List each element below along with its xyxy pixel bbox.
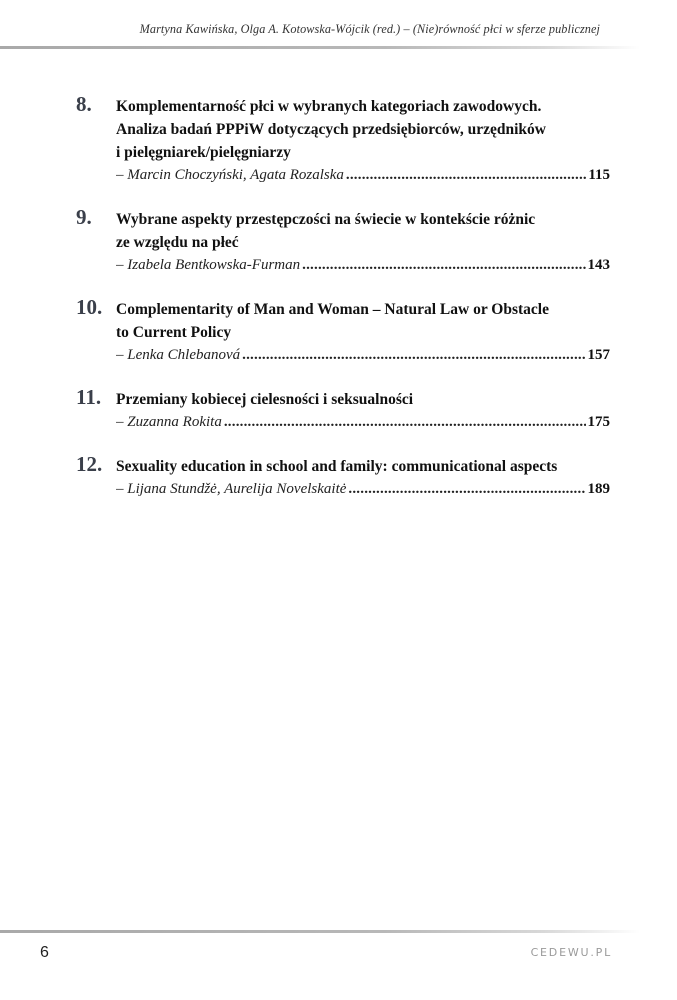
publisher-brand: CEDEWU.PL <box>530 946 612 959</box>
toc-entry-9[interactable] <box>0 205 677 277</box>
entry-body <box>116 95 610 187</box>
chapter-title-line: i pielęgniarek/pielęgniarzy <box>116 144 291 161</box>
footer-page-number: 6 <box>40 944 49 961</box>
entry-body <box>116 208 610 277</box>
entry-body <box>116 388 610 434</box>
chapter-title-line: Wybrane aspekty przestępczości na świecie w kontekście różnic <box>116 211 536 228</box>
chapter-number: 9. <box>76 205 92 229</box>
dot-leader <box>302 254 585 277</box>
chapter-title-line: Complementarity of Man and Woman – Natural Law or Obstacle <box>116 301 549 318</box>
chapter-title-line: Przemiany kobiecej cielesności i seksualności <box>116 391 414 408</box>
page-number: 189 <box>587 481 610 497</box>
page-number: 175 <box>587 414 610 430</box>
running-header: Martyna Kawińska, Olga A. Kotowska-Wójcik (red.) – (Nie)równość płci w sferze publicznej <box>139 22 600 36</box>
dot-leader <box>346 164 586 187</box>
chapter-author: – Lijana Stundžė, Aurelija Novelskaitė <box>116 481 347 497</box>
chapter-title-line: Analiza badań PPPiW dotyczących przedsiębiorców, urzędników <box>116 121 546 138</box>
toc-entry-8[interactable] <box>0 92 677 187</box>
author-line <box>116 344 610 367</box>
page-number: 115 <box>588 167 610 183</box>
dot-leader <box>224 411 586 434</box>
entry-body <box>116 455 610 501</box>
header-rule <box>0 46 640 49</box>
chapter-author: – Lenka Chlebanová <box>116 347 241 363</box>
chapter-number: 8. <box>76 92 92 116</box>
entry-body <box>116 298 610 367</box>
chapter-author: – Izabela Bentkowska-Furman <box>116 257 301 273</box>
chapter-author: – Marcin Choczyński, Agata Rozalska <box>116 167 344 183</box>
author-line <box>116 254 610 277</box>
toc-entry-10[interactable] <box>0 295 677 367</box>
dot-leader <box>242 344 585 367</box>
toc-entry-11[interactable] <box>0 385 677 434</box>
author-line <box>116 478 610 501</box>
toc-entry-12[interactable] <box>0 452 677 501</box>
author-line <box>116 411 610 434</box>
chapter-number: 12. <box>76 452 103 476</box>
footer-rule <box>0 930 640 933</box>
chapter-number: 10. <box>76 295 103 319</box>
chapter-title-line: Komplementarność płci w wybranych kategoriach zawodowych. <box>116 98 542 115</box>
author-line <box>116 164 610 187</box>
chapter-author: – Zuzanna Rokita <box>116 414 222 430</box>
chapter-title-line: ze względu na płeć <box>116 234 239 251</box>
page-number: 157 <box>587 347 610 363</box>
chapter-number: 11. <box>76 385 102 409</box>
chapter-title-line: to Current Policy <box>116 324 232 341</box>
table-of-contents <box>0 92 677 522</box>
page-number: 143 <box>587 257 610 273</box>
dot-leader <box>348 478 585 501</box>
chapter-title-line: Sexuality education in school and family: communicational aspects <box>116 458 558 475</box>
